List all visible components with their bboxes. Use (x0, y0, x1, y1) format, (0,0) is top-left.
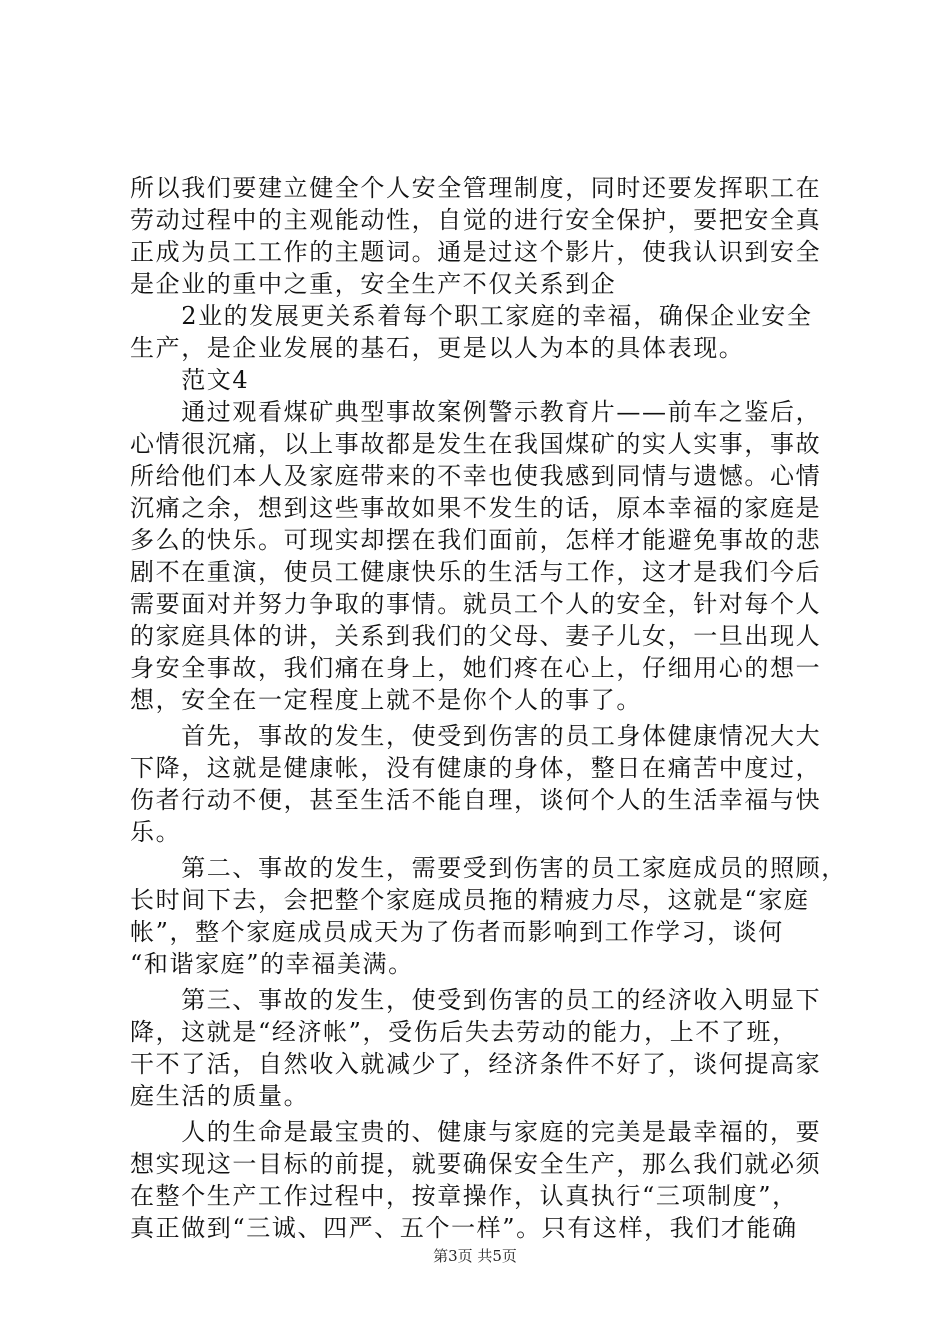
text-line: 首先，事故的发生，使受到伤害的员工身体健康情况大大 (130, 722, 822, 750)
section-heading: 范文4 (130, 366, 250, 394)
text-line: 人的生命是最宝贵的、健康与家庭的完美是最幸福的，要 (130, 1118, 822, 1146)
text-line: 是企业的重中之重，安全生产不仅关系到企 (130, 270, 617, 298)
text-line: 正成为员工工作的主题词。通是过这个影片，使我认识到安全 (130, 238, 822, 266)
text-line: 第二、事故的发生，需要受到伤害的员工家庭成员的照顾， (130, 854, 847, 882)
text-line: 所给他们本人及家庭带来的不幸也使我感到同情与遗憾。心情 (130, 462, 822, 490)
text-line: 劳动过程中的主观能动性，自觉的进行安全保护，要把安全真 (130, 206, 822, 234)
text-line: 第三、事故的发生，使受到伤害的员工的经济收入明显下 (130, 986, 822, 1014)
text-line: 沉痛之余，想到这些事故如果不发生的话，原本幸福的家庭是 (130, 494, 822, 522)
text-line: 生产，是企业发展的基石，更是以人为本的具体表现。 (130, 334, 745, 362)
text-line: 伤者行动不便，甚至生活不能自理，谈何个人的生活幸福与快 (130, 786, 822, 814)
text-line: 需要面对并努力争取的事情。就员工个人的安全，针对每个人 (130, 590, 822, 618)
text-line: 长时间下去，会把整个家庭成员拖的精疲力尽，这就是“家庭 (130, 886, 810, 914)
text-line: 想实现这一目标的前提，就要确保安全生产，那么我们就必须 (130, 1150, 822, 1178)
text-line: 所以我们要建立健全个人安全管理制度，同时还要发挥职工在 (130, 174, 822, 202)
text-line: 身安全事故，我们痛在身上，她们疼在心上，仔细用心的想一 (130, 654, 822, 682)
text-line: 剧不在重演，使员工健康快乐的生活与工作，这才是我们今后 (130, 558, 822, 586)
text-line: “和谐家庭”的幸福美满。 (130, 950, 414, 978)
text-line: 通过观看煤矿典型事故案例警示教育片——前车之鉴后， (130, 398, 822, 426)
text-line: 干不了活，自然收入就减少了，经济条件不好了，谈何提高家 (130, 1050, 822, 1078)
text-line: 多么的快乐。可现实却摆在我们面前，怎样才能避免事故的悲 (130, 526, 822, 554)
text-line: 心情很沉痛，以上事故都是发生在我国煤矿的实人实事，事故 (130, 430, 822, 458)
page-footer: 第3页 共5页 (433, 1247, 517, 1265)
text-line: 下降，这就是健康帐，没有健康的身体，整日在痛苦中度过， (130, 754, 822, 782)
text-line: 想，安全在一定程度上就不是你个人的事了。 (130, 686, 642, 714)
text-line: 降，这就是“经济帐”，受伤后失去劳动的能力，上不了班， (130, 1018, 798, 1046)
body-text (130, 172, 847, 1244)
text-line: 帐”，整个家庭成员成天为了伤者而影响到工作学习，谈何 (130, 918, 784, 946)
text-line: 2业的发展更关系着每个职工家庭的幸福，确保企业安全 (130, 302, 813, 330)
text-line: 在整个生产工作过程中，按章操作，认真执行“三项制度”， (130, 1182, 798, 1210)
text-line: 乐。 (130, 818, 182, 846)
text-line: 的家庭具体的讲，关系到我们的父母、妻子儿女，一旦出现人 (130, 622, 822, 650)
text-line: 庭生活的质量。 (130, 1082, 310, 1110)
text-line: 真正做到“三诚、四严、五个一样”。只有这样，我们才能确 (130, 1214, 798, 1242)
